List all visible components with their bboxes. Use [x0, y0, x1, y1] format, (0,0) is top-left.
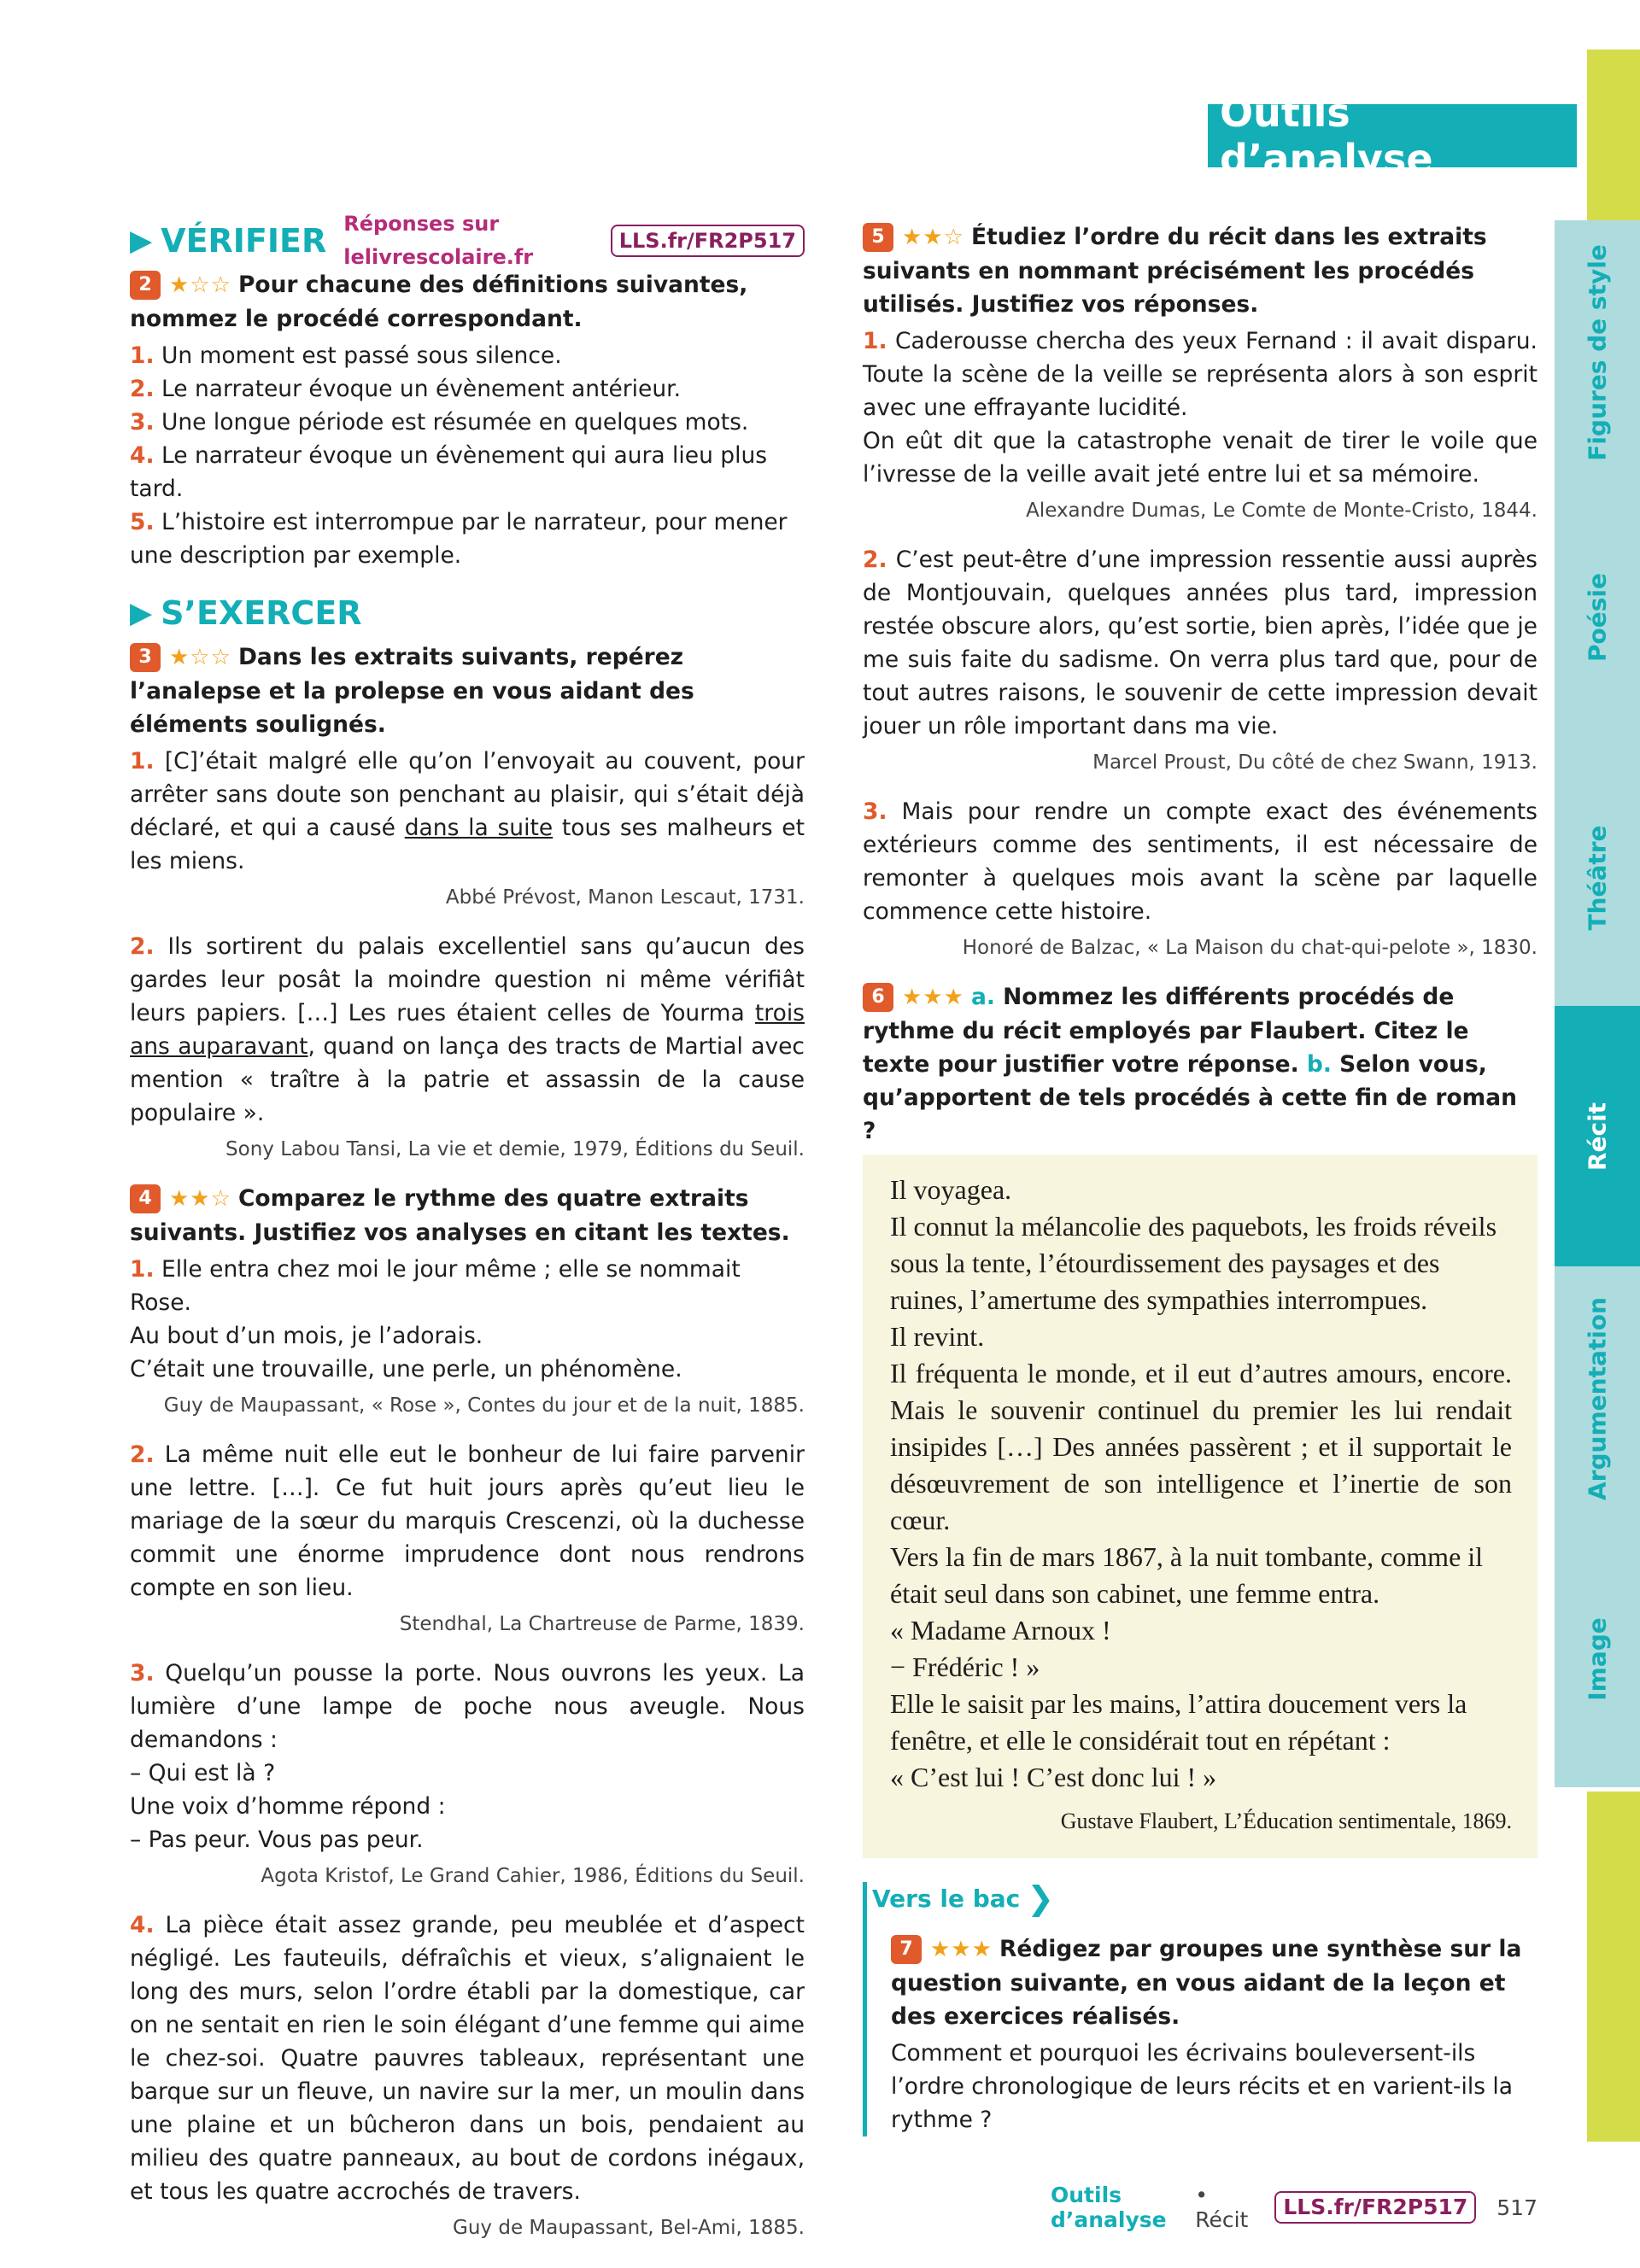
exercise-number: 7 — [891, 1935, 922, 1964]
item-number: 1. — [130, 748, 155, 775]
item-text: Un moment est passé sous silence. — [161, 342, 562, 369]
item-number: 1. — [130, 1256, 155, 1283]
exercise-number: 4 — [130, 1184, 161, 1213]
difficulty-stars-icon: ★☆☆ — [169, 272, 231, 298]
extract-text: Quelqu’un pousse la porte. Nous ouvrons les yeux. La lumière d’une lampe de poche nous aveugle. Nous demandons : — [130, 1660, 805, 1753]
extract-text: Caderousse chercha des yeux Fernand : il avait disparu. Toute la scène de la veille se représenta alors à son esprit avec une effrayante lucidité. — [863, 328, 1538, 421]
section-banner — [1208, 90, 1577, 182]
extract-line: Elle entra chez moi le jour même ; elle se nommait Rose. — [130, 1256, 741, 1316]
item-text: Le narrateur évoque un évènement antérieur. — [161, 376, 682, 402]
exercise-5 — [863, 220, 1538, 965]
extract-text: La pièce était assez grande, peu meublée et d’aspect négligé. Les fauteuils, défraîchis et vieux, s’alignaient le long des murs, selon l’ordre établi par la domestique, car on ne sentait en rien le soin élégant d’une femme qui aime le chez-soi. Quatre pauvres tableaux, représentant une barque sur un fleuve, un navire sur la mer, un moulin dans une plaine et un bûcheron dans un bois, pendaient au milieu des quatre panneaux, au bout de cordons inégaux, et tous les quatre accrochés de travers. — [130, 1912, 805, 2205]
footer-lls-link[interactable]: LLS.fr/FR2P517 — [1274, 2191, 1476, 2224]
flaubert-extract — [863, 1154, 1538, 1858]
item-number: 1. — [863, 328, 887, 354]
source-citation: Alexandre Dumas, Le Comte de Monte-Cristo, 1844. — [1026, 500, 1538, 522]
bac-title: Vers le bac — [872, 1885, 1021, 1913]
question-letter: b. — [1306, 1051, 1332, 1078]
tab-label: Théâtre — [1583, 825, 1612, 931]
quote-line: « C’est lui ! C’est donc lui ! » — [890, 1762, 1217, 1792]
extract-text: Mais pour rendre un compte exact des événements extérieurs comme des sentiments, il est nécessaire de remonter à quelques mois avant la scène par laquelle commence cette histoire. — [863, 798, 1538, 925]
quote-line: Vers la fin de mars 1867, à la nuit tombante, comme il était seul dans son cabinet, une femme entra. — [890, 1541, 1484, 1609]
exercise-question: Selon vous, qu’apportent de tels procédés à cette fin de roman ? — [863, 1051, 1518, 1144]
extract-text: , quand on lança des tracts de Martial avec mention « traître à la patrie et assassin de la cause populaire ». — [130, 1033, 805, 1126]
quote-line: Il revint. — [890, 1321, 985, 1352]
source-citation: Agota Kristof, Le Grand Cahier, 1986, Éditions du Seuil. — [261, 1865, 805, 1887]
exercise-question: Dans les extraits suivants, repérez l’analepse et la prolepse en vous aidant des éléments soulignés. — [130, 644, 694, 738]
extract-text: Ils sortirent du palais excellentiel sans qu’aucun des gardes leur posât la moindre question ni même vérifiât leurs papiers. […] Les rues étaient celles de Yourma — [130, 933, 805, 1026]
extract-text: On eût dit que la catastrophe venait de tirer le voile que l’ivresse de la veille avait jeté entre lui et sa mémoire. — [863, 428, 1538, 488]
item-number: 2. — [130, 1441, 155, 1468]
exercise-3 — [130, 640, 805, 1166]
tab-figures-de-style[interactable] — [1555, 220, 1640, 489]
footer-chapter: • Récit — [1195, 2183, 1249, 2232]
banner-title: Outils d’analyse — [1220, 90, 1433, 182]
source-citation: Abbé Prévost, Manon Lescaut, 1731. — [445, 886, 805, 909]
exercise-number: 2 — [130, 271, 161, 300]
difficulty-stars-icon: ★★☆ — [169, 1186, 231, 1212]
tab-recit[interactable] — [1555, 1006, 1640, 1271]
item-text: L’histoire est interrompue par le narrateur, pour mener une description par exemple. — [130, 509, 788, 569]
synthesis-question: Comment et pourquoi les écrivains bouleversent-ils l’ordre chronologique de leurs récits et en varient-ils la rythme ? — [891, 2040, 1514, 2133]
source-citation: Marcel Proust, Du côté de chez Swann, 1913. — [1092, 751, 1538, 774]
extract-text: [C]’était malgré elle qu’on l’envoyait au couvent, pour arrêter sans doute son penchant au plaisir, qui s’était déjà déclaré, et qui a causé — [130, 748, 805, 841]
item-number: 3. — [130, 409, 155, 435]
exercise-6 — [863, 980, 1538, 1858]
exercise-number: 3 — [130, 643, 161, 672]
item-number: 2. — [130, 933, 155, 960]
vers-le-bac-section — [863, 1879, 1538, 2136]
right-column — [863, 220, 1538, 2136]
exercise-question: Nommez les différents procédés de rythme du récit employés par Flaubert. Citez le texte pour justifier votre réponse. — [863, 984, 1469, 1078]
verifier-header — [130, 212, 805, 269]
item-number: 4. — [130, 1912, 155, 1938]
difficulty-stars-icon: ★★★ — [902, 985, 964, 1010]
exercer-header — [130, 593, 805, 634]
item-number: 4. — [130, 442, 155, 469]
source-citation: Sony Labou Tansi, La vie et demie, 1979, Éditions du Seuil. — [226, 1138, 805, 1160]
tab-label: Image — [1583, 1617, 1612, 1701]
quote-line: Il fréquenta le monde, et il eut d’autres amours, encore. Mais le souvenir continuel du premier les lui rendait insipides […] Des années passèrent ; et il supportait le désœuvrement de son intelligence et l’inertie de son cœur. — [890, 1358, 1512, 1535]
triangle-icon: ▶ — [130, 595, 153, 630]
lls-link[interactable]: LLS.fr/FR2P517 — [611, 225, 805, 257]
quote-line: − Frédéric ! » — [890, 1651, 1040, 1682]
exercise-4 — [130, 1182, 805, 2245]
item-number: 5. — [130, 509, 155, 535]
tab-label: Poésie — [1583, 572, 1612, 663]
exercise-number: 5 — [863, 223, 893, 252]
exercise-number: 6 — [863, 983, 893, 1012]
tab-argumentation[interactable] — [1555, 1266, 1640, 1535]
quote-line: Il connut la mélancolie des paquebots, les froids réveils sous la tente, l’étourdissement des paysages et des ruines, l’amertume des sympathies interrompues. — [890, 1211, 1497, 1315]
item-number: 3. — [863, 798, 887, 825]
left-column — [130, 212, 805, 2260]
tab-label: Figures de style — [1583, 244, 1612, 461]
tab-theatre[interactable] — [1555, 750, 1640, 1010]
chevron-right-icon: ❯ — [1027, 1879, 1055, 1917]
quote-line: « Madame Arnoux ! — [890, 1615, 1111, 1645]
answers-link[interactable]: Réponses sur lelivrescolaire.fr — [343, 212, 534, 269]
extract-line: Une voix d’homme répond : — [130, 1793, 446, 1820]
difficulty-stars-icon: ★★☆ — [902, 225, 964, 250]
source-citation: Gustave Flaubert, L’Éducation sentimentale, 1869. — [1060, 1809, 1512, 1833]
page-footer — [1051, 2183, 1538, 2232]
exercise-question: Rédigez par groupes une synthèse sur la question suivante, en vous aidant de la leçon et des exercices réalisés. — [891, 1936, 1522, 2030]
quote-line: Il voyagea. — [890, 1174, 1012, 1205]
underlined-marker: trois ans auparavant — [130, 1000, 805, 1060]
triangle-icon: ▶ — [130, 223, 153, 258]
tab-label: Récit — [1583, 1102, 1612, 1171]
extract-text: La même nuit elle eut le bonheur de lui faire parvenir une lettre. […]. Ce fut huit jours après qu’eut lieu le mariage de la sœur du marquis Crescenzi, où la duchesse commit une énorme imprudence dont nous rendrons compte en son lieu. — [130, 1441, 805, 1601]
page-number: 517 — [1496, 2195, 1538, 2220]
tab-label: Argumentation — [1583, 1297, 1612, 1500]
section-title: S’EXERCER — [161, 593, 362, 632]
question-letter: a. — [970, 984, 995, 1010]
item-number: 3. — [130, 1660, 155, 1686]
footer-section: Outils d’analyse — [1051, 2183, 1167, 2232]
exercise-2 — [130, 268, 805, 572]
difficulty-stars-icon: ★★★ — [930, 1937, 993, 1962]
section-title: VÉRIFIER — [161, 221, 327, 260]
source-citation: Guy de Maupassant, Bel-Ami, 1885. — [453, 2217, 805, 2239]
tab-poesie[interactable] — [1555, 485, 1640, 754]
difficulty-stars-icon: ★☆☆ — [169, 645, 231, 670]
extract-text: C’est peut-être d’une impression ressentie aussi auprès de Montjouvain, quelques années plus tard, impression restée obscure alors, qu’est sortie, bien après, l’idée que je me suis faite du sadisme. On verra plus tard que, pour de tout autres raisons, le souvenir de cette impression devait jouer un rôle important dans ma vie. — [863, 547, 1538, 739]
exercise-question: Pour chacune des définitions suivantes, nommez le procédé correspondant. — [130, 272, 748, 332]
item-number: 2. — [130, 376, 155, 402]
item-text: Le narrateur évoque un évènement qui aura lieu plus tard. — [130, 442, 768, 502]
source-citation: Honoré de Balzac, « La Maison du chat-qui-pelote », 1830. — [962, 937, 1538, 959]
underlined-marker: dans la suite — [404, 815, 554, 841]
exercise-question: Étudiez l’ordre du récit dans les extraits suivants en nommant précisément les procédés utilisés. Justifiez vos réponses. — [863, 224, 1487, 318]
extract-line: C’était une trouvaille, une perle, un phénomène. — [130, 1356, 682, 1382]
tab-image[interactable] — [1555, 1531, 1640, 1792]
source-citation: Stendhal, La Chartreuse de Parme, 1839. — [399, 1613, 805, 1635]
extract-text: tous ses malheurs et les miens. — [130, 815, 805, 874]
extract-line: – Qui est là ? — [130, 1760, 276, 1786]
extract-line: – Pas peur. Vous pas peur. — [130, 1827, 424, 1853]
extract-line: Au bout d’un mois, je l’adorais. — [130, 1323, 483, 1349]
item-number: 1. — [130, 342, 155, 369]
source-citation: Guy de Maupassant, « Rose », Contes du jour et de la nuit, 1885. — [163, 1394, 805, 1417]
item-text: Une longue période est résumée en quelques mots. — [161, 409, 749, 435]
quote-line: Elle le saisit par les mains, l’attira doucement vers la fenêtre, et elle le considérait tout en répétant : — [890, 1688, 1467, 1756]
exercise-question: Comparez le rythme des quatre extraits suivants. Justifiez vos analyses en citant les textes. — [130, 1185, 790, 1246]
item-number: 2. — [863, 547, 887, 573]
